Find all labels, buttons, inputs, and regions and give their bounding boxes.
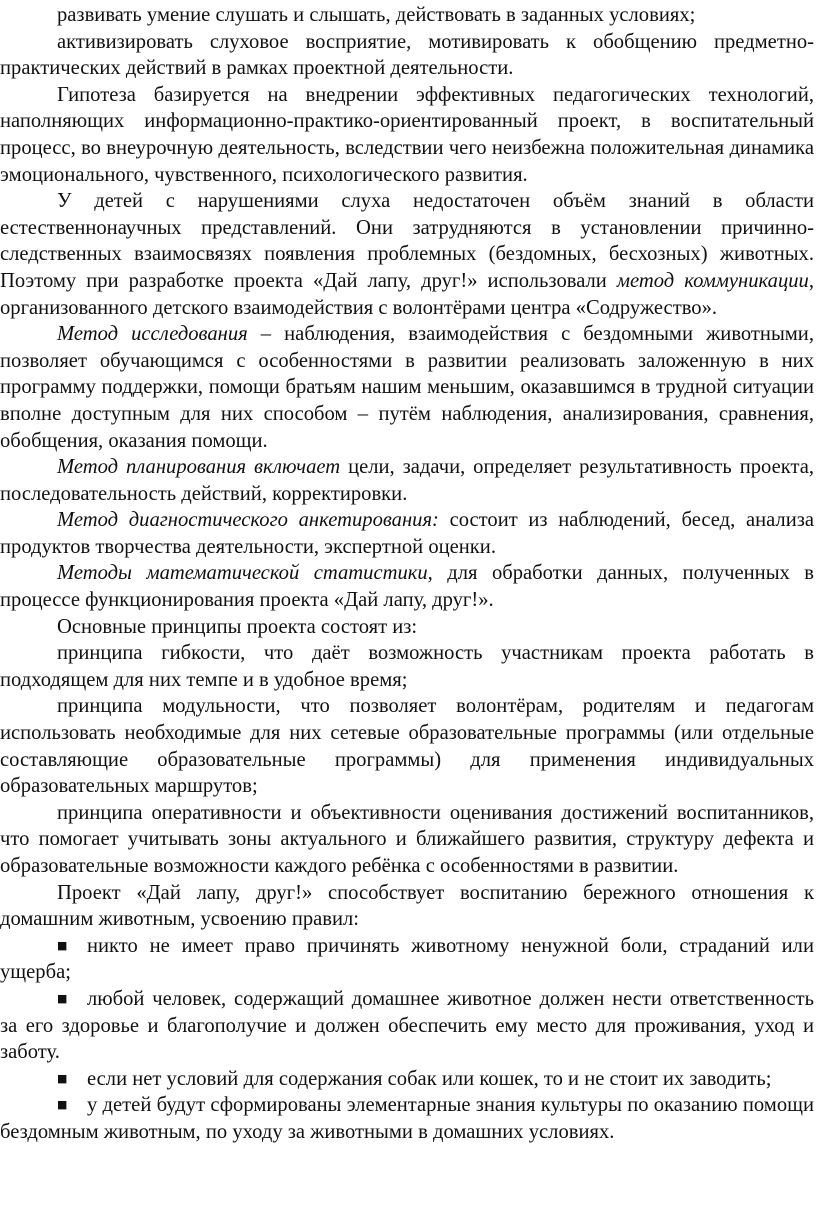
paragraph-principle-flexibility: принципа гибкости, что даёт возможность участникам проекта работать в подходящем для них темпе и в удобное время; bbox=[0, 642, 814, 691]
text-run: состоит из наблюдений, бесед, анализа продуктов творчества деятельности, экспертной оценки. bbox=[0, 509, 814, 558]
paragraph-planning-method bbox=[0, 454, 814, 507]
paragraph-communication-method bbox=[0, 188, 814, 321]
paragraph-goal-listening: развивать умение слушать и слышать, действовать в заданных условиях; bbox=[57, 4, 696, 26]
bullet-text: у детей будут сформированы элементарные знания культуры по оказанию помощи бездомным животным, по уходу за животными в домашних условиях. bbox=[0, 1094, 814, 1143]
term-statistics-method: Методы математической статистики, bbox=[57, 562, 433, 585]
paragraph-principle-modularity: принципа модульности, что позволяет волонтёрам, родителям и педагогам использовать необходимые для них сетевые образовательные программы (или отдельные составляющие образовательные программы) для применения индивидуальных образовательных маршрутов; bbox=[0, 695, 814, 798]
text-run: цели, задачи, определяет результативность проекта, последовательность действий, корректировки. bbox=[0, 456, 814, 505]
term-communication-method: метод коммуникации bbox=[616, 269, 809, 292]
bullet-item bbox=[0, 1066, 814, 1093]
paragraph-principles-intro: Основные принципы проекта состоят из: bbox=[57, 615, 418, 638]
bullet-text: если нет условий для содержания собак или кошек, то и не стоит их заводить; bbox=[87, 1067, 772, 1090]
bullet-text: никто не имеет право причинять животному ненужной боли, страданий или ущерба; bbox=[0, 934, 814, 984]
paragraph-project-rules-intro: Проект «Дай лапу, друг!» способствует воспитанию бережного отношения к домашним животным, усвоению правил: bbox=[0, 881, 814, 931]
term-planning-method: Метод планирования включает bbox=[57, 456, 341, 479]
text-run: для обработки данных, полученных в процессе функционирования проекта «Дай лапу, друг!». bbox=[0, 562, 815, 612]
bullet-item bbox=[0, 1092, 814, 1145]
paragraph-statistics-method bbox=[0, 560, 814, 613]
paragraph-goal-auditory: активизировать слуховое восприятие, мотивировать к обобщению предметно-практических действий в рамках проектной деятельности. bbox=[0, 30, 814, 80]
bullet-item bbox=[0, 933, 814, 986]
term-diagnostic-method: Метод диагностического анкетирования: bbox=[57, 509, 439, 532]
square-bullet-icon: ■ bbox=[57, 991, 68, 1005]
bullet-item bbox=[0, 986, 814, 1066]
bullet-text: любой человек, содержащий домашнее животное должен нести ответственность за его здоровье и благополучие и должен обеспечить ему место для проживания, уход и заботу. bbox=[0, 987, 814, 1064]
square-bullet-icon: ■ bbox=[57, 938, 68, 952]
paragraph-diagnostic-method bbox=[0, 507, 814, 560]
paragraph-research-method bbox=[0, 321, 814, 454]
text-run: У детей с нарушениями слуха недостаточен объём знаний в области естественнонаучных представлений. Они затрудняются в установлении причинно-следственных взаимосвязях появления проблемных (бездомных, бесхозных) животных. Поэтому при разработке проекта «Дай лапу, друг!» использовали bbox=[0, 190, 814, 292]
paragraph-principle-efficiency: принципа оперативности и объективности оценивания достижений воспитанников, что помогает учитывать зоны актуального и ближайшего развития, структуру дефекта и образовательные возможности каждого ребёнка с особенностями в развитии. bbox=[0, 801, 814, 877]
square-bullet-icon: ■ bbox=[57, 1071, 68, 1085]
term-research-method: Метод исследования bbox=[57, 323, 248, 346]
text-run: – наблюдения, взаимодействия с бездомными животными, позволяет обучающимся с особенностями в развитии реализовать заложенную в них программу поддержки, помощи братьям нашим меньшим, оказавшимся в трудной ситуации вполне доступным для них способом – путём наблюдения, анализирования, сравнения, обобщения, оказания помощи. bbox=[0, 323, 814, 452]
paragraph-hypothesis: Гипотеза базируется на внедрении эффективных педагогических технологий, наполняющих информационно-практико-ориентированный проект, в воспитательный процесс, во внеурочную деятельность, вследствии чего неизбежна положительная динамика эмоционального, чувственного, психологического развития. bbox=[0, 83, 814, 186]
square-bullet-icon: ■ bbox=[57, 1098, 68, 1112]
text-run: , организованного детского взаимодействия с волонтёрами центра «Содружество». bbox=[0, 269, 814, 319]
